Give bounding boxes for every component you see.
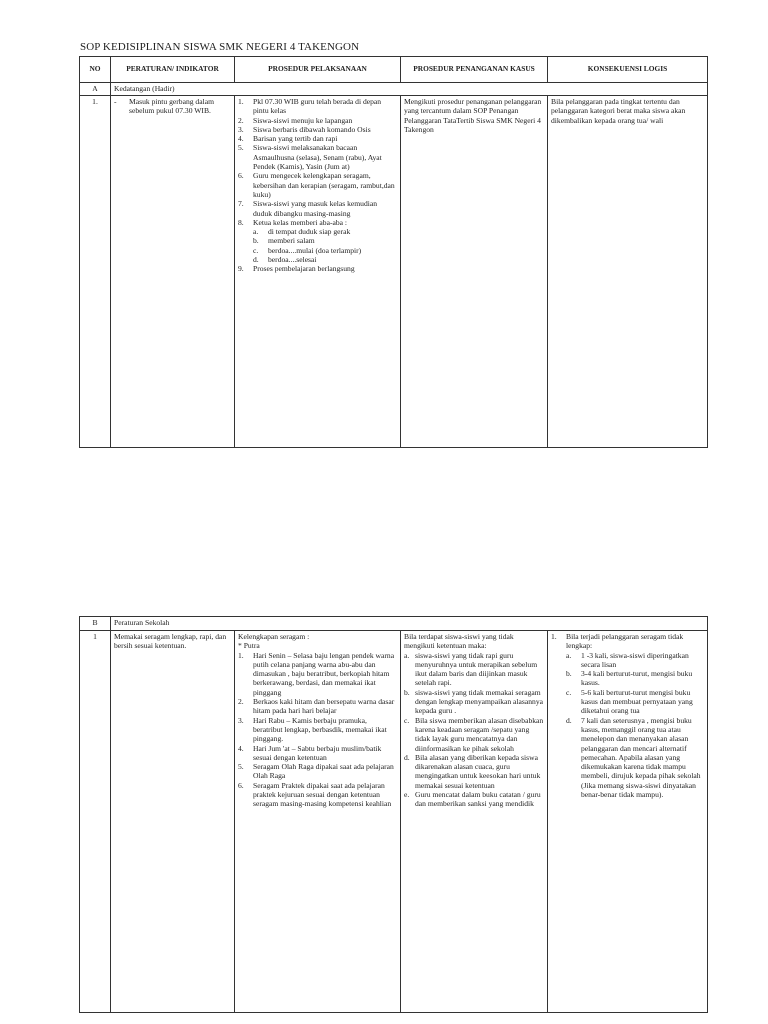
list-text: 5-6 kali berturut-turut mengisi buku kasus dan membuat pernyataan yang diketahui orang tua (581, 687, 693, 716)
list-number: c. (253, 245, 259, 255)
list-item (238, 651, 397, 697)
list-text: siswa-siswi yang tidak rapi guru menyuruhnya untuk merapikan sebelum ikut dalam baris dan diijinkan masuk setelah rapi. (415, 650, 538, 688)
indikator-cell: Memakai seragam lengkap, rapi, dan bersih sesuai ketentuan. (111, 631, 235, 1013)
list-text: Pkl 07.30 WIB guru telah berada di depan pintu kelas (253, 97, 382, 116)
list-number: 2. (238, 115, 244, 125)
section-letter: B (80, 617, 111, 631)
list-text: Barisan yang tertib dan rapi (253, 134, 338, 144)
list-text: Siswa-siswi menuju ke lapangan (253, 115, 353, 125)
list-text: Hari Senin – Selasa baju lengan pendek warna putih celana panjang warna abu-abu dan dimasukan , baju beratribut, berkopiah hitam berkerawang, berdasi, dan memakai ikat pinggang (253, 650, 395, 697)
list-number: 4. (238, 134, 244, 144)
list-number: 8. (238, 217, 244, 227)
list-text: Guru mengecek kelengkapan seragam, kebersihan dan kerapian (seragam, rambut,dan kuku) (253, 171, 395, 199)
list-number: 5. (238, 143, 244, 153)
table-header-row (80, 57, 708, 83)
list-item (238, 97, 397, 116)
konsekuensi-cell: Bila pelanggaran pada tingkat tertentu dan pelanggaran kategori berat maka siswa akan dikembalikan kepada orang tua/ wali (548, 96, 708, 448)
list-item (238, 697, 397, 716)
list-number: c. (566, 687, 572, 697)
list-item (238, 134, 397, 143)
list-text: Ketua kelas memberi aba-aba : (253, 217, 348, 227)
indikator-cell (111, 96, 235, 448)
list-item (404, 790, 544, 809)
penanganan-cell: Mengikuti prosedur penanganan pelanggaran yang tercantum dalam SOP Penangan Pelanggaran TataTertib Siswa SMK Negeri 4 Takengon (401, 96, 548, 448)
list-item (238, 218, 397, 227)
list-item (238, 716, 397, 744)
list-number: 2. (238, 697, 244, 707)
table-row (80, 631, 708, 1013)
list-item (238, 255, 397, 264)
header-penanganan: PROSEDUR PENANGANAN KASUS (401, 57, 548, 83)
list-item (566, 716, 704, 800)
list-item (114, 97, 231, 116)
list-number: 1. (238, 97, 244, 106)
list-text: berdoa....mulai (doa terlampir) (268, 245, 362, 255)
list-item (566, 669, 704, 688)
list-item (404, 716, 544, 753)
header-no: NO (80, 57, 111, 83)
row-number: 1. (80, 96, 111, 448)
sop-table-a (79, 56, 708, 448)
list-number: 1. (551, 632, 557, 641)
list-text: Siswa berbaris dibawah komando Osis (253, 124, 371, 134)
list-number: 9. (238, 264, 244, 274)
bullet: - (114, 97, 117, 106)
list-item (404, 651, 544, 688)
list-text: Bila alasan yang diberikan kepada siswa dikarenakan alasan cuaca, guru mengingatkan untuk keesokan hari untuk memakai sesuai ketentuan (415, 752, 541, 790)
list-text: Guru mencatat dalam buku catatan / guru dan memberikan sanksi yang mendidik (415, 790, 541, 809)
list-item (238, 125, 397, 134)
list-number: e. (404, 790, 410, 800)
section-letter: A (80, 83, 111, 96)
list-text: 7 kali dan seterusnya , mengisi buku kasus, memanggil orang tua atau menelepon dan menanyakan alasan pelanggaran dan mencari alternatif pemecahan. Apabila alasan yang dikemukakan karena tidak mampu membeli, dirujuk kepada pihak sekolah (Jika memang siswa-siswi dinyatakan benar-benar tidak mampu). (581, 715, 701, 800)
section-title: Peraturan Sekolah (111, 617, 708, 631)
penanganan-list (404, 651, 544, 809)
list-item (238, 199, 397, 218)
list-item (566, 651, 704, 670)
prosedur-cell (235, 631, 401, 1013)
section-title: Kedatangan (Hadir) (111, 83, 708, 96)
header-peraturan: PERATURAN/ INDIKATOR (111, 57, 235, 83)
list-number: d. (404, 752, 410, 762)
list-number: 6. (238, 780, 244, 790)
konsekuensi-list (551, 651, 704, 800)
list-number: 7. (238, 199, 244, 209)
list-text: memberi salam (268, 236, 315, 246)
list-item (238, 762, 397, 781)
list-item (404, 688, 544, 716)
list-number: c. (404, 715, 410, 725)
list-text: Siswa-siswi yang masuk kelas kemudian duduk dibangku masing-masing (253, 199, 378, 218)
list-item (238, 744, 397, 763)
list-item (238, 781, 397, 809)
list-text: Hari Jum 'at – Sabtu berbaju muslim/batik sesuai dengan ketentuan (253, 743, 382, 762)
list-number: 3. (238, 124, 244, 134)
list-item (404, 753, 544, 790)
list-number: 4. (238, 743, 244, 753)
list-text: Seragam Olah Raga dipakai saat ada pelajaran Olah Raga (253, 762, 394, 781)
list-number: a. (253, 227, 259, 237)
prosedur-cell (235, 96, 401, 448)
list-text: Seragam Praktek dipakai saat ada pelajaran praktek kejuruan sesuai dengan ketentuan seragam masing-masing kompetensi keahlian (253, 780, 392, 809)
penanganan-intro: Bila terdapat siswa-siswi yang tidak mengikuti ketentuan maka: (404, 632, 514, 651)
list-number: a. (566, 650, 572, 660)
list-item (238, 143, 397, 171)
header-konsekuensi: KONSEKUENSI LOGIS (548, 57, 708, 83)
list-text: berdoa....selesai (268, 255, 317, 265)
list-number: d. (253, 255, 259, 265)
list-number: a. (404, 650, 410, 660)
list-number: 5. (238, 762, 244, 772)
list-item (238, 264, 397, 273)
list-item (238, 227, 397, 236)
list-number: b. (404, 687, 410, 697)
konsekuensi-cell (548, 631, 708, 1013)
list-text: Berkaos kaki hitam dan bersepatu warna dasar hitam pada hari hari belajar (253, 697, 395, 716)
list-item (238, 236, 397, 245)
prosedur-intro: Kelengkapan seragam : (238, 632, 310, 641)
prosedur-subheading: * Putra (238, 641, 260, 651)
sop-table-b (79, 616, 708, 1013)
list-number: 1. (238, 650, 244, 660)
list-item (566, 688, 704, 716)
list-number: 3. (238, 715, 244, 725)
konsekuensi-intro: Bila terjadi pelanggaran seragam tidak lengkap: (566, 632, 684, 651)
list-text: Hari Rabu – Kamis berbaju pramuka, beratribut lengkap, berbasdik, memakai ikat pinggang. (253, 715, 387, 744)
list-item (238, 246, 397, 255)
list-number: 6. (238, 171, 244, 181)
list-text: siswa-siswi yang tidak memakai seragam dengan lengkap menyampaikan alasannya kepada guru . (415, 687, 543, 716)
list-text: 1 -3 kali, siswa-siswi diperingatkan secara lisan (581, 650, 689, 669)
list-text: 3-4 kali berturut-turut, mengisi buku kasus. (581, 669, 693, 688)
document-title: SOP KEDISIPLINAN SISWA SMK NEGERI 4 TAKENGON (80, 41, 360, 53)
section-row (80, 83, 708, 96)
list-number: b. (566, 669, 572, 679)
header-prosedur: PROSEDUR PELAKSANAAN (235, 57, 401, 83)
list-item (551, 632, 704, 651)
indikator-text: Masuk pintu gerbang dalam sebelum pukul 07.30 WIB. (129, 97, 214, 116)
list-text: Siswa-siswi melaksanakan bacaan Asmaulhusna (selasa), Senam (rabu), Ayat Pendek (Kamis), Yasin (Jum at) (253, 143, 382, 172)
section-row (80, 617, 708, 631)
table-row (80, 96, 708, 448)
list-text: di tempat duduk siap gerak (268, 227, 351, 237)
list-number: b. (253, 236, 259, 246)
list-item (238, 171, 397, 199)
list-text: Bila siswa memberikan alasan disebabkan karena keadaan seragam /sepatu yang tidak layak guru mencatatnya dan diinformasikan ke pihak sekolah (415, 715, 544, 753)
row-number: 1 (80, 631, 111, 1013)
list-number: d. (566, 715, 572, 725)
prosedur-list (238, 651, 397, 809)
list-text: Proses pembelajaran berlangsung (253, 264, 355, 274)
penanganan-cell (401, 631, 548, 1013)
list-item (238, 116, 397, 125)
prosedur-list (238, 97, 397, 274)
